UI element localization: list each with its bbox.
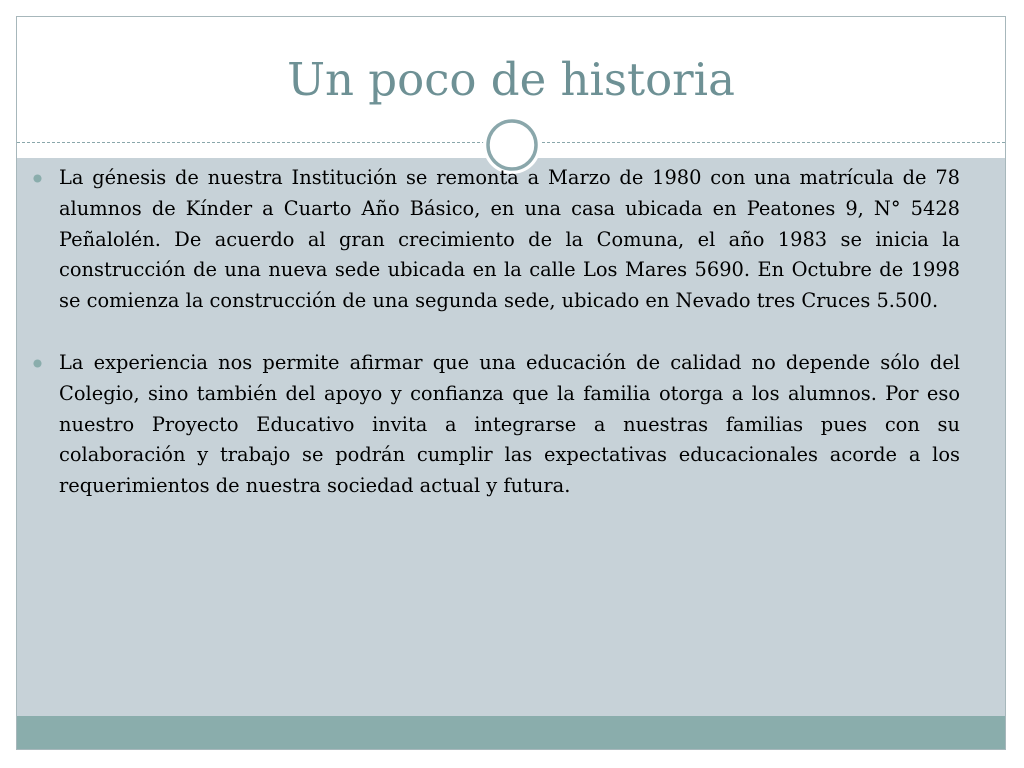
bullet-list <box>32 163 960 533</box>
round-bullet-icon <box>33 174 42 183</box>
bullet-text: La experiencia nos permite afirmar que una educación de calidad no depende sólo del Colegio, sino también del apoyo y confianza que la familia otorga a los alumnos. Por eso nuestro Proyecto Educativo invita a integrarse a nuestras familias pues con su colaboración y trabajo se podrán cumplir las expectativas educacionales acorde a los requerimientos de nuestra sociedad actual y futura. <box>59 350 960 498</box>
round-bullet-icon <box>33 359 42 368</box>
bullet-item <box>32 348 960 502</box>
footer-bar <box>17 716 1005 750</box>
bullet-text: La génesis de nuestra Institución se remonta a Marzo de 1980 con una matrícula de 78 alumnos de Kínder a Cuarto Año Básico, en una casa ubicada en Peatones 9, N° 5428 Peñalolén. De acuerdo al gran crecimiento de la Comuna, el año 1983 se inicia la construcción de una nueva sede ubicada en la calle Los Mares 5690. En Octubre de 1998 se comienza la construcción de una segunda sede, ubicado en Nevado tres Cruces 5.500. <box>59 166 960 313</box>
slide-title: Un poco de historia <box>287 53 735 106</box>
bullet-item <box>32 163 960 317</box>
